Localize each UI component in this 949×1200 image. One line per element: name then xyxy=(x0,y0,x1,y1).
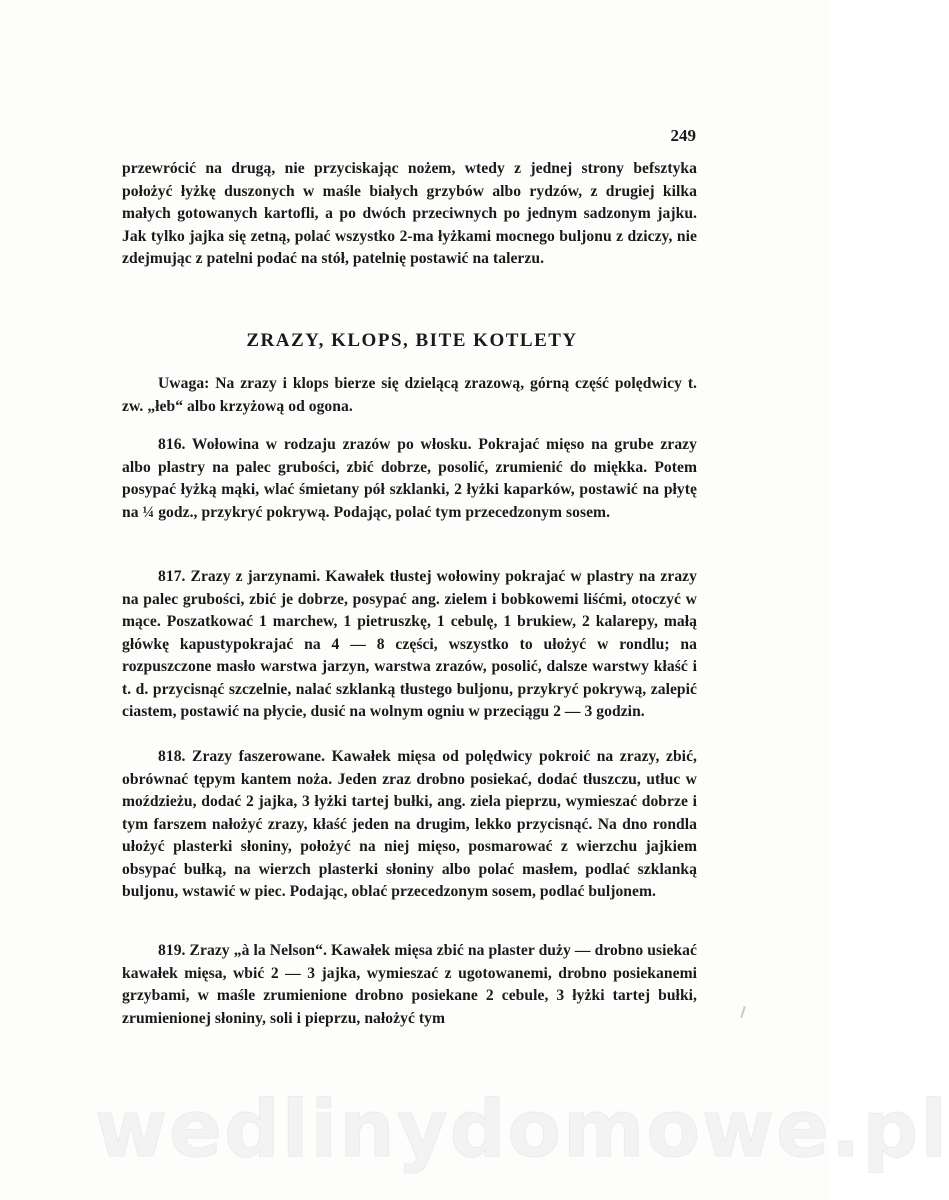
watermark: wedlinydomowe.pl xyxy=(95,1085,949,1175)
recipe-title: 818. Zrazy faszerowane. xyxy=(158,748,326,765)
note-paragraph xyxy=(122,373,697,418)
recipe-819 xyxy=(122,940,697,1030)
recipe-text: Kawałek tłustej wołowiny pokrajać w plastry na zrazy na palec grubości, zbić je dobrze, posypać ang. zielem i bobkowemi liśćmi, otoczyć w mące. Poszatkować 1 marchew, 1 pietruszkę, 1 cebulę, 1 brukiew, 2 kalarepy, małą główkę kapustypokrajać na 4 — 8 części, wszystko to ułożyć w rondlu; na rozpuszczone masło warstwa jarzyn, warstwa zrazów, posolić, dalsze warstwy kłaść i t. d. przycisnąć szczelnie, nalać szklanką tłustego buljonu, przykryć pokrywą, zalepić ciastem, postawić na płycie, dusić na wolnym ogniu w przeciągu 2 — 3 godzin. xyxy=(122,568,697,720)
recipe-817 xyxy=(122,566,697,724)
page-number: 249 xyxy=(670,126,696,145)
continuation-text: przewrócić na drugą, nie przyciskając nożem, wtedy z jednej strony befsztyka położyć łyżkę duszonych w maśle białych grzybów albo rydzów, z drugiej kilka małych gotowanych kartofli, a po dwóch przeciwnych po jednym sadzonym jajku. Jak tylko jajka się zetną, polać wszystko 2-ma łyżkami mocnego buljonu z dziczy, nie zdejmując z patelni podać na stół, patelnię postawić na talerzu. xyxy=(122,160,697,267)
note-text: Na zrazy i klops bierze się dzielącą zrazową, górną część polędwicy t. zw. „łeb“ albo krzyżową od ogona. xyxy=(122,375,698,415)
recipe-text: Kawałek mięsa zbić na plaster duży — drobno usiekać kawałek mięsa, wbić 2 — 3 jajka, wymieszać z ugotowanemi, drobno posiekanemi grzybami, w maśle zrumienione drobno posiekane 2 cebule, 3 łyżki tartej bułki, zrumienionej słoniny, soli i pieprzu, nałożyć tym xyxy=(122,942,697,1027)
recipe-text: Pokrajać mięso na grube zrazy albo plastry na palec grubości, zbić dobrze, posolić, zrumienić do miękka. Potem posypać łyżką mąki, wlać śmietany pół szklanki, 2 łyżki kaparków, postawić na płytę na ¼ godz., przykryć pokrywą. Podając, polać tym przecedzonym sosem. xyxy=(122,436,698,521)
recipe-816 xyxy=(122,434,697,524)
recipe-title: 817. Zrazy z jarzynami. xyxy=(158,568,321,585)
section-title: ZRAZY, KLOPS, BITE KOTLETY xyxy=(246,330,578,351)
recipe-818 xyxy=(122,746,697,904)
scan-speck xyxy=(740,1006,746,1018)
note-label: Uwaga: xyxy=(158,375,210,392)
recipe-title: 816. Wołowina w rodzaju zrazów po włosku. xyxy=(158,436,472,453)
recipe-text: Kawałek mięsa od polędwicy pokroić na zrazy, zbić, obrównać tępym kantem noża. Jeden zraz drobno posiekać, dodać tłuszczu, utłuc w moździeżu, dodać 2 jajka, 3 łyżki tartej bułki, ang. ziela pieprzu, wymieszać dobrze i tym farszem nałożyć zrazy, kłaść jeden na drugim, lekko przycisnąć. Na dno rondla ułożyć plasterki słoniny, położyć na niej mięso, posmarować z wierzchu jajkiem obsypać bułką, na wierzch plasterki słoniny albo polać masłem, podlać szklanką buljonu, wstawić w piec. Podając, oblać przecedzonym sosem, podlać buljonem. xyxy=(122,748,697,900)
recipe-title: 819. Zrazy „à la Nelson“. xyxy=(158,942,327,959)
continuation-paragraph xyxy=(122,158,697,271)
